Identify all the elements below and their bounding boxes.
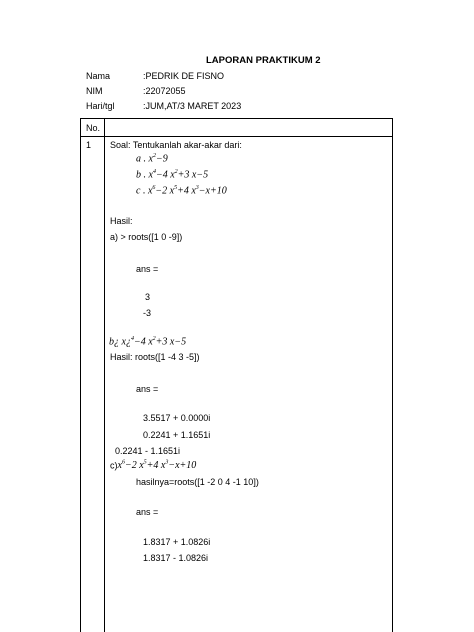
equation-c: c . $x^6-2$ $x^5+4$ $x^3-x+10$ xyxy=(136,185,227,197)
table-column-divider xyxy=(104,118,105,632)
equation-a: a . $x^2-9$ xyxy=(136,153,168,165)
part-c-root-2: 1.8317 - 1.0826i xyxy=(143,553,209,563)
table-header-no: No. xyxy=(86,123,101,133)
equation-c-heading: $x^6-2$ $x^5+4$ $x^3-x+10$ xyxy=(117,460,197,472)
part-b-root-2: 0.2241 + 1.1651i xyxy=(143,430,211,440)
table-header-divider xyxy=(80,136,393,137)
table-border-top xyxy=(80,118,393,119)
info-value-nama: :PEDRIK DE FISNO xyxy=(143,71,225,81)
part-a-root-1: 3 xyxy=(145,292,151,302)
info-label-hari: Hari/tgl xyxy=(86,101,115,111)
info-value-nim: :22072055 xyxy=(143,86,186,96)
soal-text: Soal: Tentukanlah akar-akar dari: xyxy=(110,140,242,150)
hasil-label: Hasil: xyxy=(110,216,133,226)
part-a-ans: ans = xyxy=(136,264,159,274)
part-c-root-1: 1.8317 + 1.0826i xyxy=(143,537,211,547)
part-a-command: a) > roots([1 0 -9]) xyxy=(110,232,183,242)
table-row-number: 1 xyxy=(86,140,92,150)
info-label-nim: NIM xyxy=(86,86,103,96)
part-c-prefix: c) xyxy=(110,460,118,471)
part-a-root-2: -3 xyxy=(143,308,152,318)
part-b-command: Hasil: roots([1 -4 3 -5]) xyxy=(110,352,200,362)
info-value-hari: :JUM,AT/3 MARET 2023 xyxy=(143,101,242,111)
part-c-command: hasilnya=roots([1 -2 0 4 -1 10]) xyxy=(136,477,259,487)
info-label-nama: Nama xyxy=(86,71,111,81)
part-c-ans: ans = xyxy=(136,507,159,517)
equation-b: b . $x^4-4$ $x^2+3$ x−5 xyxy=(136,169,209,181)
table-border-left xyxy=(80,118,81,632)
part-c-heading xyxy=(110,460,196,471)
part-b-root-1: 3.5517 + 0.0000i xyxy=(143,413,211,423)
table-border-right xyxy=(392,118,393,632)
part-b-root-3: 0.2241 - 1.1651i xyxy=(115,446,181,456)
part-b-ans: ans = xyxy=(136,384,159,394)
equation-b-heading: b¿ x¿$^4$−4 $x^2+3$ x−5 xyxy=(109,336,187,348)
page-title: LAPORAN PRAKTIKUM 2 xyxy=(206,55,321,66)
